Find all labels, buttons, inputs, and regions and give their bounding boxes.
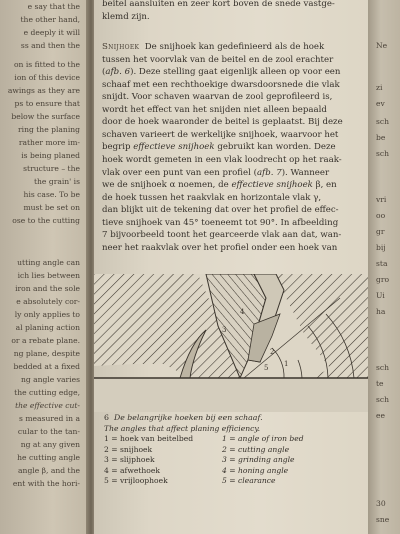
left-page-line: e absolutely cor-: [16, 297, 80, 306]
left-page-line: iron and the sole: [15, 284, 80, 293]
paragraph-line: neer het raakvlak over het profiel onder een hoek van: [102, 242, 338, 253]
left-page-line: rather more im-: [18, 138, 80, 147]
plane-angles-figure: [94, 274, 372, 412]
paragraph-line: de hoek tussen het raakvlak en horizontale vlak γ,: [102, 192, 322, 203]
left-page-line: ich lies between: [17, 271, 80, 280]
left-page-line: he cutting angle: [17, 453, 80, 462]
right-page-line: sne: [376, 515, 390, 524]
legend-nl-item: 5 = vrijloophoek: [104, 476, 168, 485]
workpiece: [94, 378, 372, 412]
figure-label-1: 1: [284, 360, 289, 368]
main-page: [94, 0, 372, 534]
left-page-line: ps to ensure that: [14, 99, 80, 108]
right-page-line: ha: [376, 307, 386, 316]
left-page-line: ly only applies to: [14, 310, 80, 319]
paragraph-line: hoek wordt gemeten in een vlak loodrecht op het raak-: [102, 155, 342, 166]
left-page-line: awings as they are: [7, 86, 80, 95]
right-page-line: Ui: [376, 291, 385, 300]
legend-en-item: 1 = angle of iron bed: [222, 434, 304, 443]
right-page-line: sch: [376, 149, 390, 158]
paragraph-line: snijdt. Voor schaven waarvan de zool geprofileerd is,: [102, 92, 333, 103]
caption-title-en: The angles that affect planing efficiency.: [104, 423, 261, 433]
left-page-edge: [0, 0, 88, 534]
legend-en-item: 5 = clearance: [222, 476, 276, 485]
paragraph-line: [102, 41, 364, 54]
paragraph-line: door de hoek waaronder de beitel is geplaatst. Bij deze: [102, 117, 343, 128]
paragraph-line-text: De snijhoek kan gedefinieerd als de hoek: [144, 42, 325, 53]
paragraph-line: wordt het effect van het snijden niet alleen bepaald: [102, 104, 327, 115]
left-page-line: e deeply it will: [23, 28, 80, 37]
right-page-line: oo: [376, 211, 386, 220]
paragraph-line: dan blijkt uit de tekening dat over het profiel de effec-: [102, 205, 339, 216]
top-line: klemd zijn.: [102, 11, 150, 22]
left-page-line: s measured in a: [19, 414, 80, 423]
section-heading: Snijhoek: [102, 42, 140, 53]
left-page-line: on is fitted to the: [13, 60, 80, 69]
left-page-line: ent with the hori-: [12, 479, 80, 488]
figure-label-3: 3: [222, 326, 227, 334]
left-page-line: ion of this device: [14, 73, 80, 82]
right-page-edge: [368, 0, 400, 534]
left-page-line: angle β, and the: [18, 466, 80, 475]
right-page-line: Ne: [376, 41, 388, 50]
caption-number: 6: [104, 413, 109, 422]
figure-label-5: 5: [264, 364, 269, 372]
left-page-line: or a rebate plane.: [11, 336, 80, 345]
left-page-line: ng angle varies: [20, 375, 80, 384]
left-page-line: utting angle can: [17, 258, 80, 267]
left-page-line: ose to the cutting: [12, 216, 80, 225]
left-page-line: below the surface: [11, 112, 80, 121]
paragraph-line: schaven varieert de werkelijke snijhoek, waarvoor het: [102, 129, 339, 140]
paragraph-line: we de snijhoek α noemen, de effectieve snijhoek β, en: [102, 180, 337, 191]
right-page-line: vri: [376, 195, 387, 204]
left-page-line: ng plane, despite: [13, 349, 80, 358]
legend-nl-item: 4 = afwethoek: [104, 465, 160, 475]
paragraph-line: begrip effectieve snijhoek gebruikt kan worden. Deze: [102, 142, 336, 153]
right-page-line: zi: [376, 83, 383, 92]
left-page-line: structure – the: [23, 164, 80, 173]
right-page-line: 30: [376, 499, 386, 508]
paragraph-line: schaaf met een rechthoekige dwarsdoorsnede die vlak: [102, 79, 340, 90]
legend-nl-item: 3 = slijphoek: [104, 455, 155, 464]
left-page-line: the cutting edge,: [14, 388, 80, 397]
paragraph-line: tussen het voorvlak van de beitel en de zool erachter: [102, 54, 334, 65]
right-page-line: sch: [376, 363, 390, 372]
left-page-line: must be set on: [23, 203, 80, 212]
legend-en-item: 2 = cutting angle: [222, 444, 290, 454]
right-page-line: te: [376, 379, 384, 388]
right-page-line: ev: [376, 99, 385, 108]
figure-label-4: 4: [240, 308, 245, 316]
figure-caption: [104, 413, 366, 487]
left-page-line: is being planed: [21, 151, 80, 160]
caption-title-nl: De belangrijke hoeken bij een schaaf.: [113, 413, 263, 422]
top-lines: [102, 0, 364, 23]
right-page-line: sta: [376, 259, 388, 268]
right-page-line: sch: [376, 395, 390, 404]
snijhoek-paragraph: [102, 41, 364, 254]
left-page-line: ring the planing: [18, 125, 80, 134]
legend-en-item: 4 = honing angle: [222, 465, 289, 475]
legend-en-item: 3 = grinding angle: [222, 455, 295, 464]
caption-legend: [104, 434, 366, 487]
left-page-line: e say that the: [27, 2, 80, 11]
caption-title: [104, 413, 366, 424]
top-line: beitel aansluiten en zeer kort boven de snede vastge-: [102, 0, 335, 9]
legend-nl-item: 2 = snijhoek: [104, 444, 153, 454]
right-page-line: sch: [376, 117, 390, 126]
left-page-line: al planing action: [15, 323, 80, 332]
left-page-line: the other hand,: [20, 15, 80, 24]
left-page-line: the grain' is: [33, 177, 80, 186]
figure-label-2: 2: [270, 348, 275, 356]
paragraph-line: vlak over een punt van een profiel (afb. 7). Wanneer: [102, 167, 330, 178]
left-page-line: ss and then the: [20, 41, 80, 50]
left-page-line: bedded at a fixed: [13, 362, 80, 371]
left-page-line: his case. To be: [23, 190, 80, 199]
main-text: [102, 0, 364, 254]
legend-nl-item: 1 = hoek van beitelbed: [104, 434, 194, 443]
left-page-line: cular to the tan-: [17, 427, 80, 436]
right-page-line: gro: [376, 275, 390, 284]
right-page-line: bij: [376, 243, 386, 252]
paragraph-line: 7 bijvoorbeeld toont het gearceerde vlak aan dat, wan-: [102, 230, 342, 241]
right-page-line: be: [376, 133, 386, 142]
paragraph-line: (afb. 6). Deze stelling gaat eigenlijk alleen op voor een: [102, 67, 341, 78]
paragraph-line: tieve snijhoek van 45° toeneemt tot 90°. In afbeelding: [102, 217, 339, 228]
right-page-line: gr: [376, 227, 385, 236]
left-page-line: ng at any given: [20, 440, 80, 449]
right-page-line: ee: [376, 411, 385, 420]
left-page-line: the effective cut-: [15, 401, 80, 410]
